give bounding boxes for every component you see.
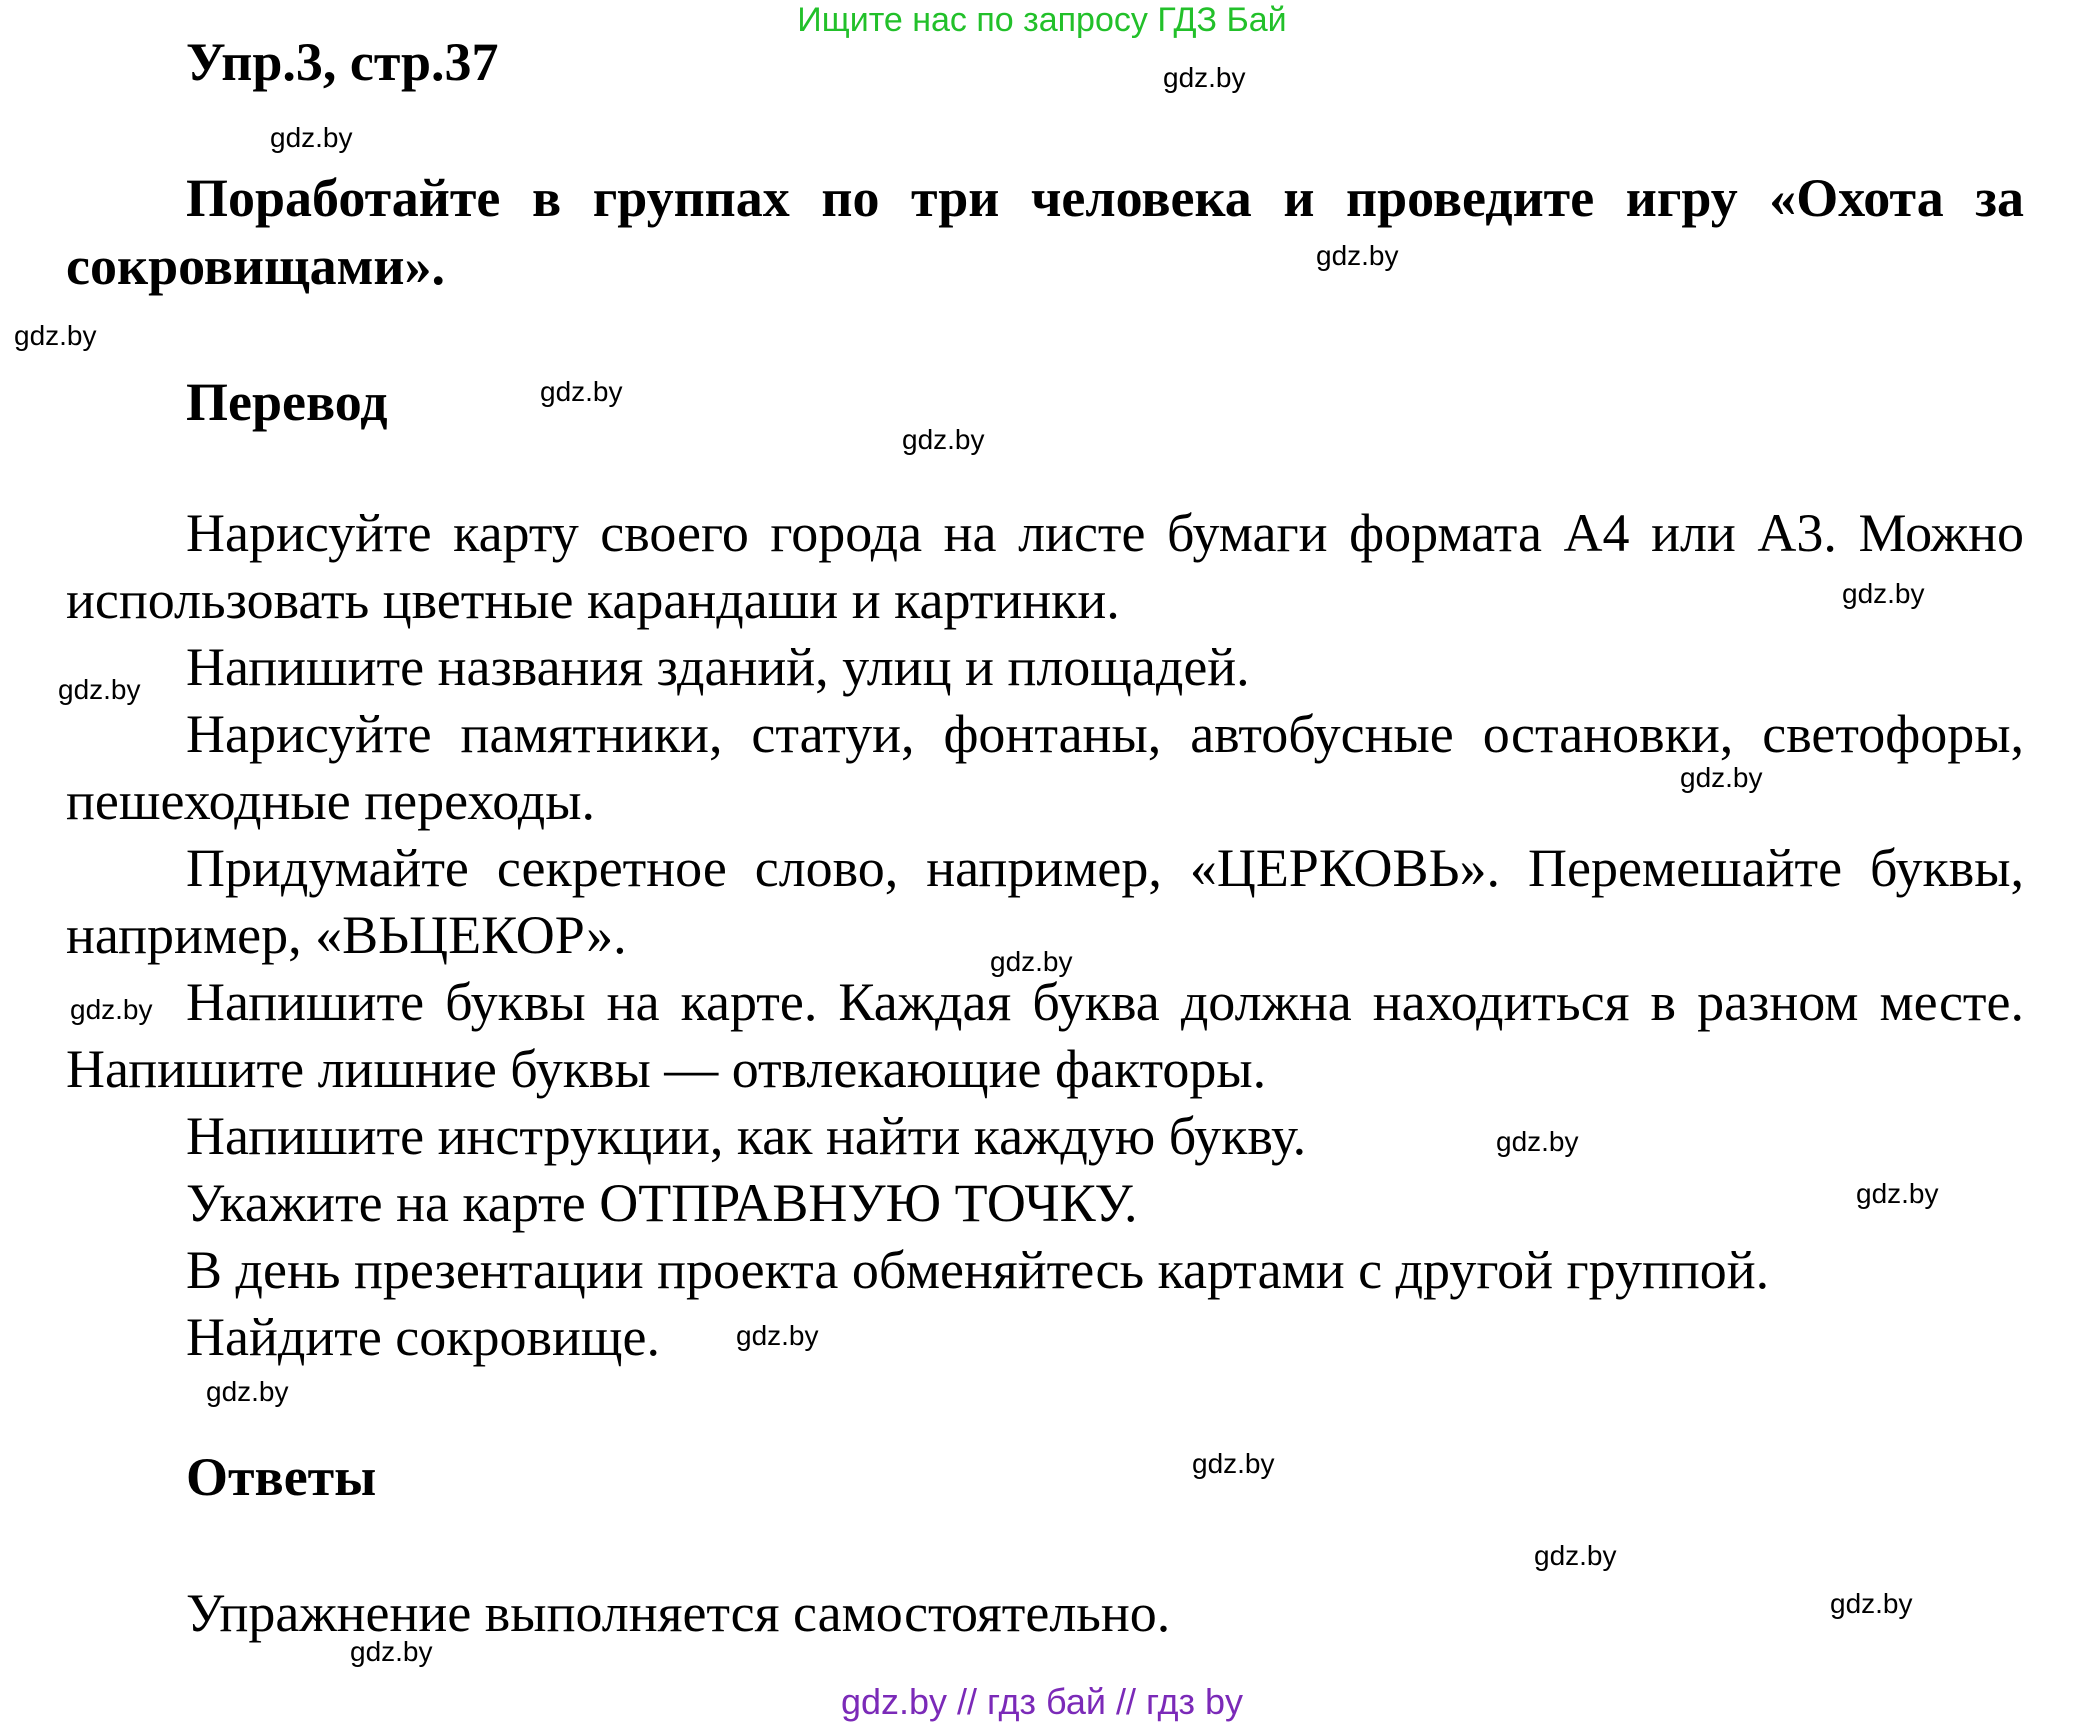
answer-text: Упражнение выполняется самостоятельно.	[186, 1583, 1171, 1643]
watermark: gdz.by	[1163, 62, 1246, 93]
watermark: gdz.by	[990, 946, 1073, 977]
translation-paragraph: В день презентации проекта обменяйтесь картами с другой группой.	[186, 1240, 1770, 1300]
bottom-banner: gdz.by // гдз бай // гдз by	[840, 1681, 1244, 1722]
watermark: gdz.by	[70, 994, 153, 1025]
watermark: gdz.by	[1680, 762, 1763, 793]
watermark: gdz.by	[1534, 1540, 1617, 1571]
task-text: Поработайте в группах по три человека и проведите игру «Охота за сокровищами».	[66, 168, 2024, 296]
watermark: gdz.by	[14, 320, 97, 351]
watermark: gdz.by	[350, 1636, 433, 1667]
watermark: gdz.by	[1316, 240, 1399, 271]
watermark: gdz.by	[1830, 1588, 1913, 1619]
watermark: gdz.by	[270, 122, 353, 153]
exercise-title: Упр.3, стр.37	[186, 32, 499, 92]
watermark: gdz.by	[1496, 1126, 1579, 1157]
watermark: gdz.by	[540, 376, 623, 407]
translation-paragraph: Напишите названия зданий, улиц и площадей.	[186, 637, 1250, 697]
translation-body	[66, 500, 2024, 1371]
watermark: gdz.by	[206, 1376, 289, 1407]
translation-heading: Перевод	[186, 372, 388, 432]
watermark: gdz.by	[58, 674, 141, 705]
watermark: gdz.by	[902, 424, 985, 455]
translation-paragraph: Напишите буквы на карте. Каждая буква должна находиться в разном месте. Напишите лишние буквы — отвлекающие факторы.	[66, 972, 2024, 1099]
watermark: gdz.by	[1842, 578, 1925, 609]
translation-paragraph: Укажите на карте ОТПРАВНУЮ ТОЧКУ.	[186, 1173, 1138, 1233]
answers-heading: Ответы	[186, 1447, 377, 1507]
watermark: gdz.by	[736, 1320, 819, 1351]
translation-paragraph: Нарисуйте памятники, статуи, фонтаны, автобусные остановки, светофоры, пешеходные переходы.	[66, 704, 2024, 831]
watermark: gdz.by	[1856, 1178, 1939, 1209]
top-banner: Ищите нас по запросу ГДЗ Бай	[797, 1, 1287, 39]
translation-paragraph: Придумайте секретное слово, например, «ЦЕРКОВЬ». Перемешайте буквы, например, «ВЬЦЕКОР».	[66, 838, 2024, 965]
translation-paragraph: Найдите сокровище.	[186, 1307, 660, 1367]
watermark: gdz.by	[1192, 1448, 1275, 1479]
translation-paragraph: Нарисуйте карту своего города на листе бумаги формата А4 или А3. Можно использовать цветные карандаши и картинки.	[66, 503, 2024, 630]
translation-paragraph: Напишите инструкции, как найти каждую букву.	[186, 1106, 1307, 1166]
